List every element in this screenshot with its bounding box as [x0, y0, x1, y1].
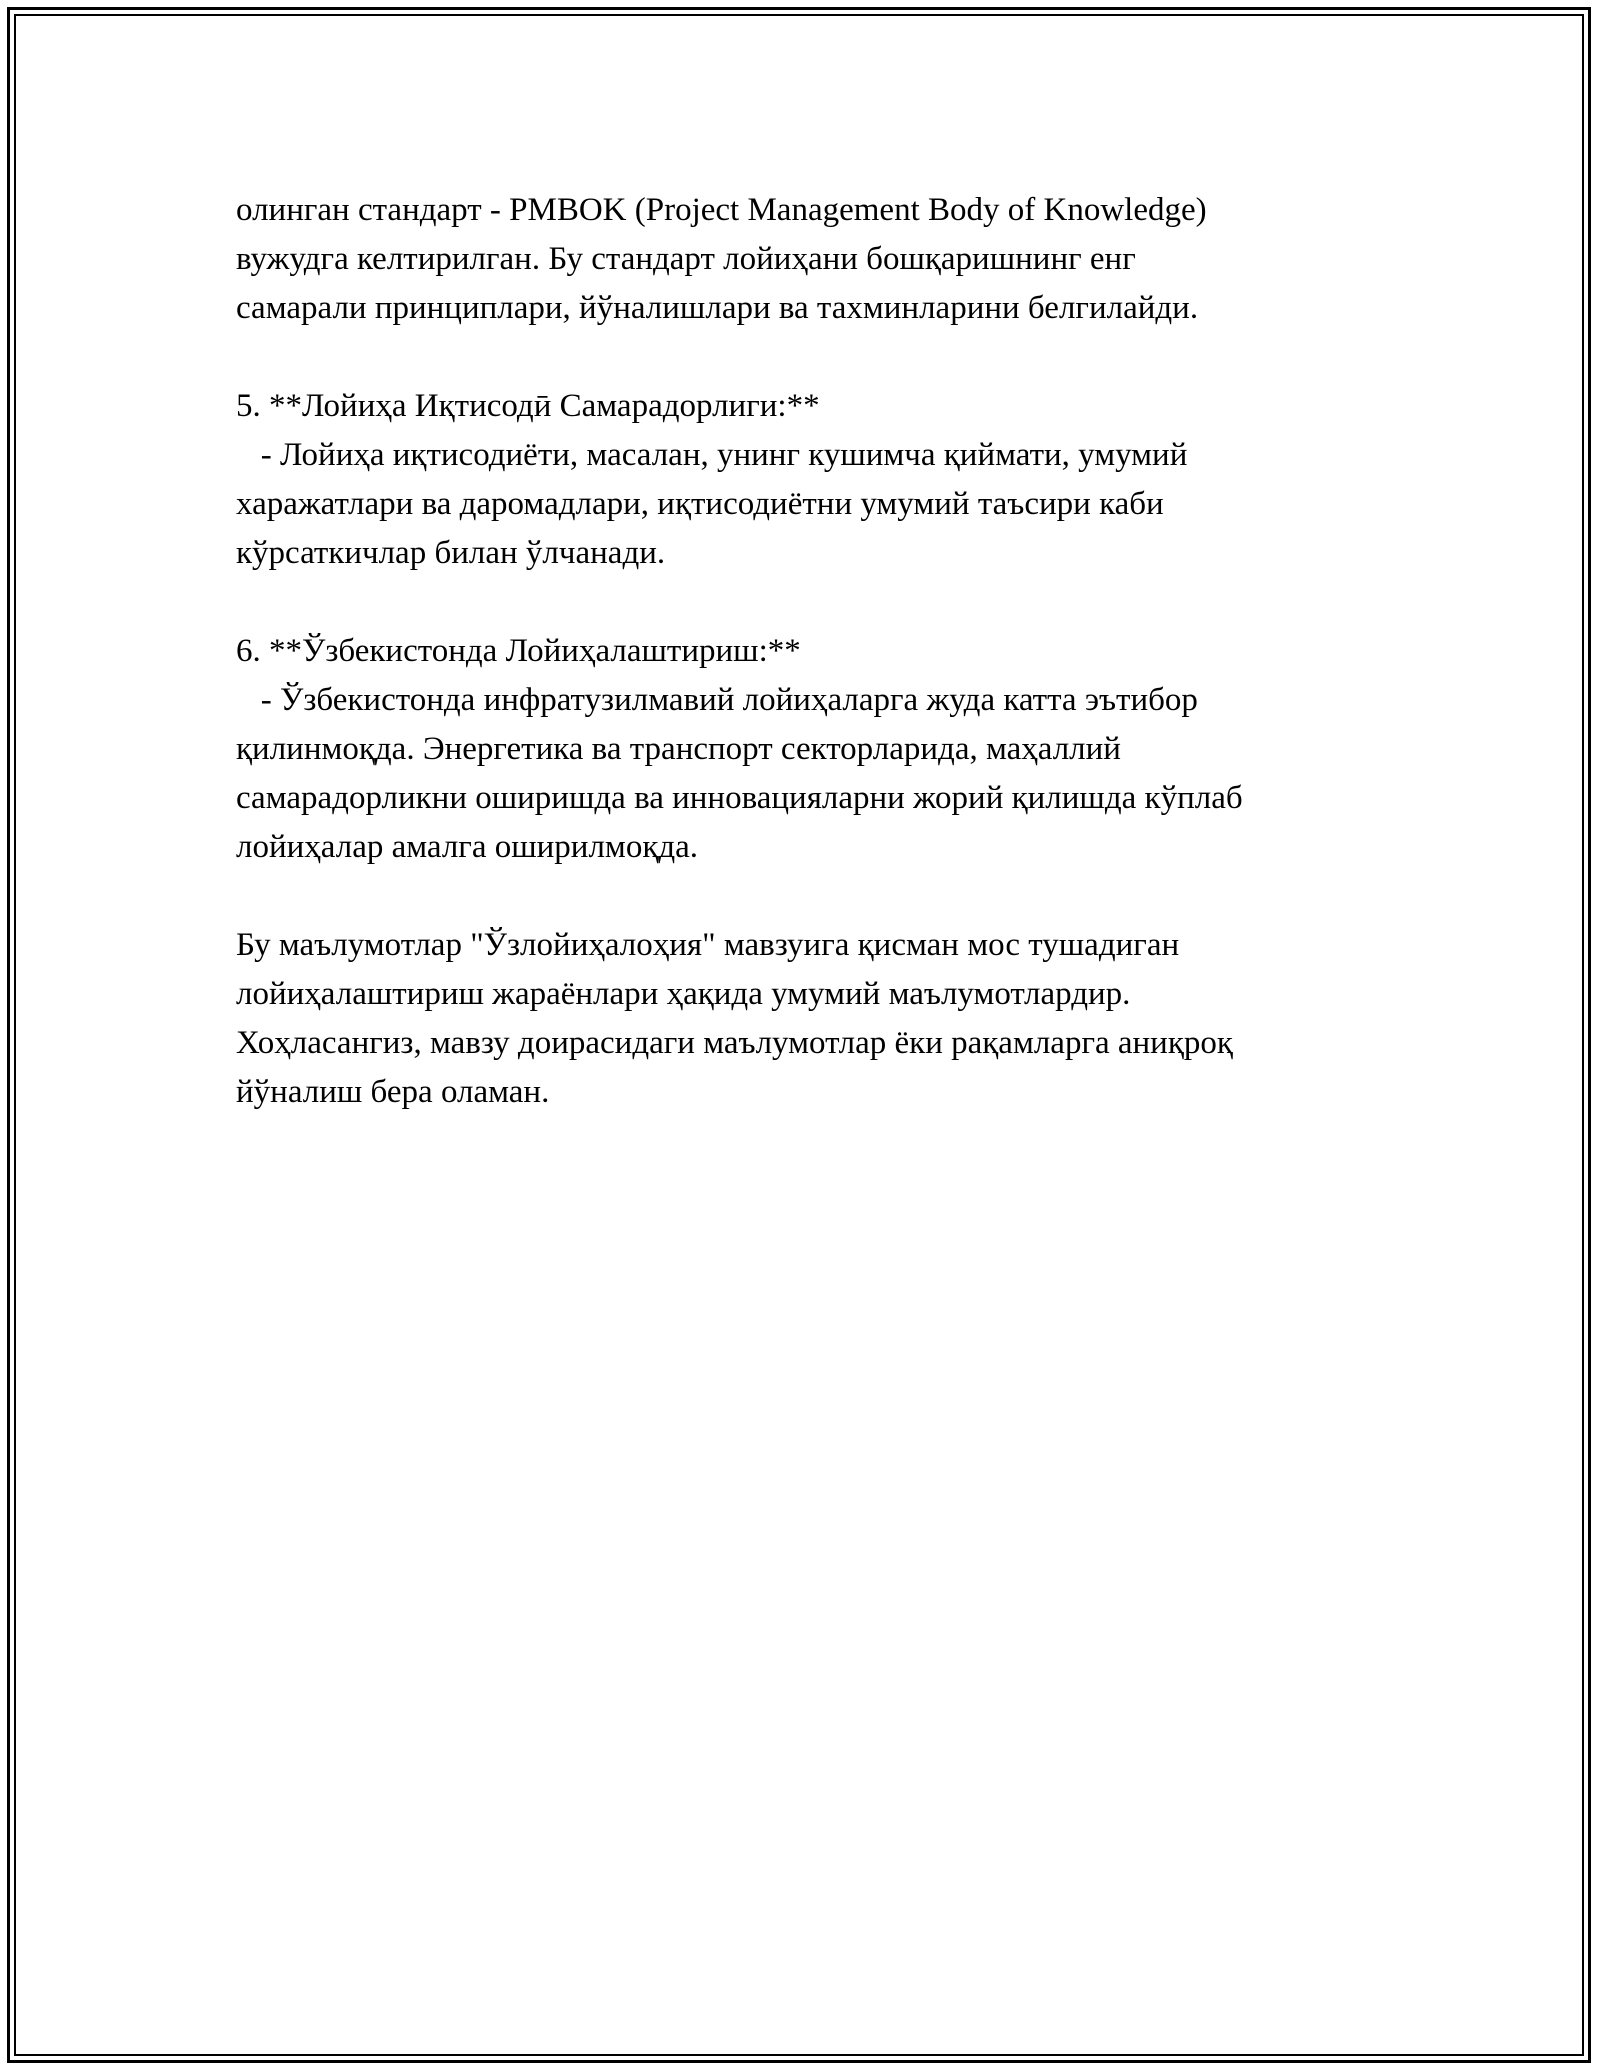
- section-heading: 5. **Лойиҳа Иқтисодӣ Самарадорлиги:**: [236, 388, 820, 424]
- document-body: [236, 186, 1376, 1166]
- text-line: Хоҳласангиз, мавзу доирасидаги маълумотлар ёки рақамларга аниқроқ: [236, 1025, 1233, 1061]
- paragraph-uzbekistan-projects: [236, 627, 1376, 872]
- text-line: йўналиш бера оламан.: [236, 1074, 550, 1110]
- text-line: олинган стандарт - PMBOK (Project Management Body of Knowledge): [236, 192, 1207, 228]
- text-line: кўрсаткичлар билан ўлчанади.: [236, 535, 666, 571]
- text-line: - Ўзбекистонда инфратузилмавий лойиҳаларга жуда катта эътибор: [236, 682, 1198, 718]
- text-line: самарадорликни оширишда ва инновацияларни жорий қилишда кўплаб: [236, 780, 1243, 816]
- paragraph-economic-efficiency: [236, 382, 1376, 578]
- paragraph-conclusion: [236, 921, 1376, 1117]
- text-line: самарали принциплари, йўналишлари ва тахминларини белгилайди.: [236, 290, 1199, 326]
- paragraph-pmbok-standard: [236, 186, 1376, 333]
- text-line: Бу маълумотлар "Ўзлойиҳалоҳия" мавзуига қисман мос тушадиган: [236, 927, 1180, 963]
- section-heading: 6. **Ўзбекистонда Лойиҳалаштириш:**: [236, 633, 801, 669]
- text-line: қилинмоқда. Энергетика ва транспорт секторларида, маҳаллий: [236, 731, 1121, 767]
- text-line: лойиҳалаштириш жараёнлари ҳақида умумий маълумотлардир.: [236, 976, 1131, 1012]
- text-line: вужудга келтирилган. Бу стандарт лойиҳани бошқаришнинг енг: [236, 241, 1136, 277]
- text-line: - Лойиҳа иқтисодиёти, масалан, унинг кушимча қиймати, умумий: [236, 437, 1188, 473]
- text-line: лойиҳалар амалга оширилмоқда.: [236, 829, 699, 865]
- text-line: харажатлари ва даромадлари, иқтисодиётни умумий таъсири каби: [236, 486, 1164, 522]
